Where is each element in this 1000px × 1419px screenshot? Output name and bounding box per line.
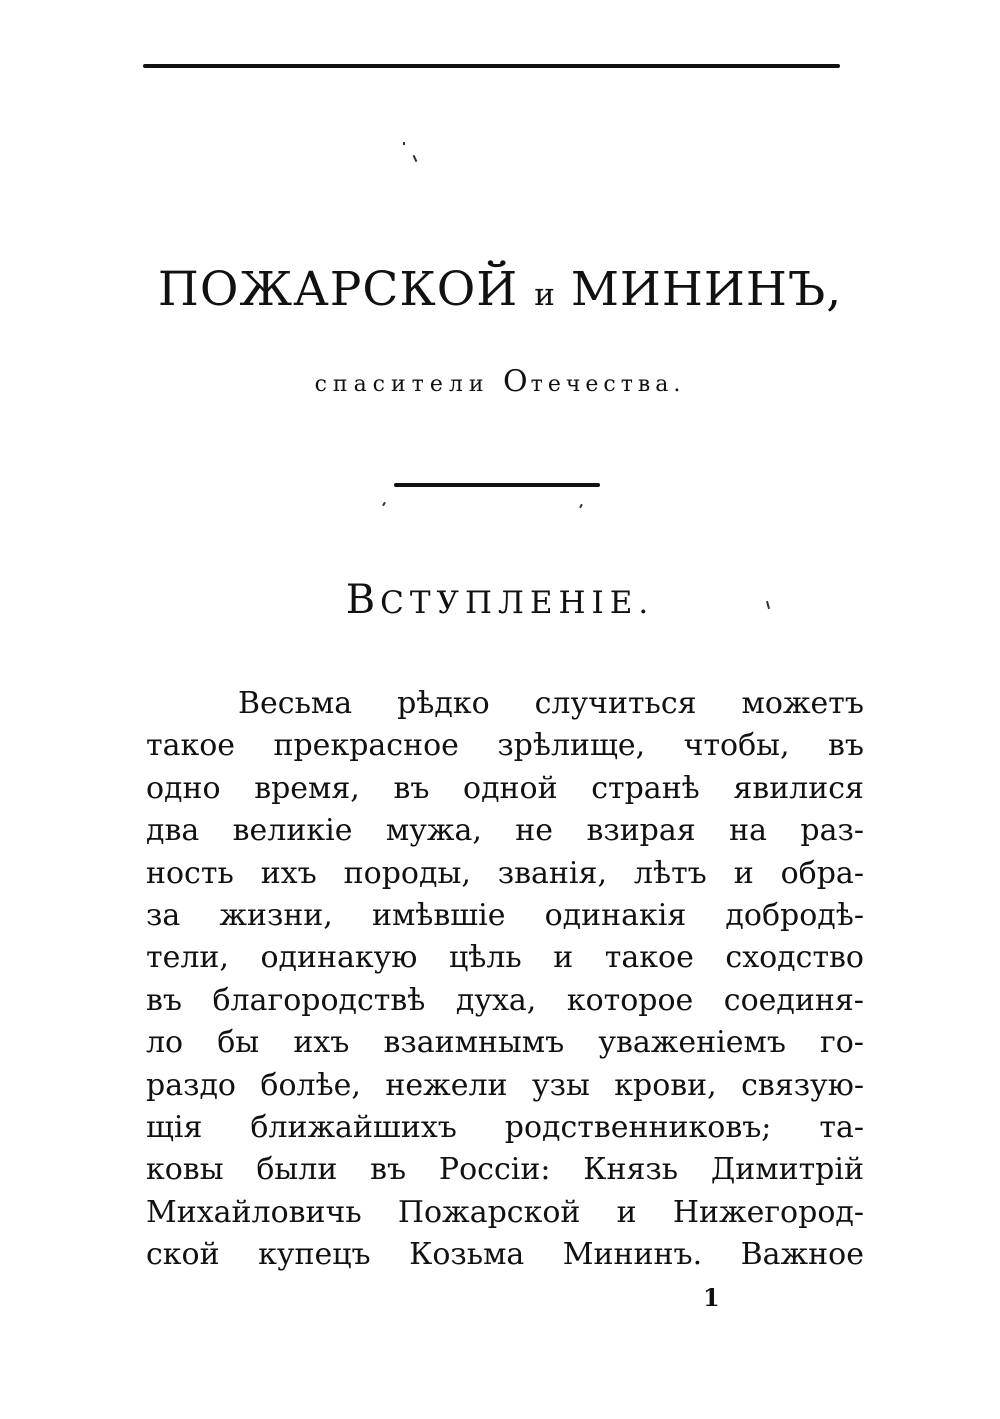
word: два bbox=[146, 813, 200, 849]
word: въ bbox=[370, 1152, 407, 1188]
word: щiя bbox=[146, 1109, 203, 1145]
word: великiе bbox=[232, 813, 353, 849]
top-rule bbox=[143, 64, 840, 68]
word: случиться bbox=[534, 686, 697, 721]
word: уваженiемъ bbox=[598, 1025, 786, 1061]
text-line bbox=[146, 810, 864, 852]
word: за bbox=[146, 897, 181, 933]
text-line bbox=[146, 1022, 864, 1064]
word: мужа, bbox=[385, 813, 482, 849]
word: были bbox=[256, 1152, 338, 1188]
word: Козьма bbox=[409, 1237, 525, 1273]
page-subtitle bbox=[0, 362, 1000, 405]
word: ихъ bbox=[260, 855, 317, 891]
word: лѣтъ bbox=[633, 855, 707, 891]
word: чтобы, bbox=[683, 728, 790, 764]
text-line bbox=[146, 1065, 864, 1107]
text-line bbox=[146, 1149, 864, 1191]
word: Весьма bbox=[238, 686, 353, 721]
word: родственниковъ; bbox=[504, 1109, 772, 1145]
subtitle-word-2-rest: течества. bbox=[530, 372, 686, 397]
text-line bbox=[146, 1107, 864, 1149]
word: взаимнымъ bbox=[383, 1025, 565, 1061]
print-speck bbox=[403, 142, 405, 145]
word: которое bbox=[566, 982, 694, 1018]
text-line bbox=[146, 1192, 864, 1234]
word: бы bbox=[217, 1025, 260, 1061]
word: узы bbox=[531, 1067, 590, 1103]
word: связую- bbox=[741, 1067, 864, 1103]
word: нежели bbox=[385, 1067, 508, 1103]
body-paragraph bbox=[146, 683, 864, 1276]
word: имѣвшiе bbox=[371, 897, 506, 933]
word: ской bbox=[146, 1237, 220, 1273]
word: раз- bbox=[800, 813, 864, 849]
word: купецъ bbox=[258, 1237, 371, 1273]
word: такое bbox=[146, 728, 236, 764]
title-conjunction: и bbox=[534, 277, 555, 313]
word: явилися bbox=[733, 770, 864, 806]
print-speck bbox=[413, 155, 418, 162]
text-line bbox=[146, 895, 864, 937]
word: одной bbox=[463, 770, 558, 806]
title-name-2: МИНИНЪ, bbox=[570, 262, 843, 317]
word: и bbox=[733, 855, 754, 891]
word: такое bbox=[604, 940, 694, 976]
subtitle-word-2-initial: О bbox=[503, 364, 531, 399]
section-heading bbox=[0, 572, 1000, 631]
word: званiя, bbox=[497, 855, 607, 891]
word: добродѣ- bbox=[725, 897, 864, 933]
text-line bbox=[146, 1234, 864, 1276]
word: Важное bbox=[740, 1237, 864, 1273]
word: одинакiя bbox=[544, 897, 687, 933]
page-number: 1 bbox=[703, 1283, 720, 1312]
text-line bbox=[146, 725, 864, 767]
word: и bbox=[616, 1194, 637, 1230]
subtitle-word-1: спасители bbox=[314, 372, 490, 397]
word: въ bbox=[393, 770, 430, 806]
word: крови, bbox=[614, 1067, 717, 1103]
word: та- bbox=[819, 1109, 864, 1145]
print-speck bbox=[382, 502, 386, 506]
word: одно bbox=[146, 770, 221, 806]
word: одинакую bbox=[260, 940, 418, 976]
word: не bbox=[515, 813, 554, 849]
word: ихъ bbox=[293, 1025, 350, 1061]
word: на bbox=[729, 813, 767, 849]
word: ность bbox=[146, 855, 234, 891]
title-name-1: ПОЖАРСКОЙ bbox=[157, 262, 519, 317]
word: цѣль bbox=[448, 940, 522, 976]
section-heading-initial: В bbox=[345, 577, 381, 623]
word: взирая bbox=[586, 813, 696, 849]
word: зрѣлище, bbox=[497, 728, 646, 764]
word: время, bbox=[254, 770, 360, 806]
word: Пожарской bbox=[397, 1194, 581, 1230]
text-line bbox=[146, 768, 864, 810]
word: болѣе, bbox=[260, 1067, 361, 1103]
word: духа, bbox=[455, 982, 537, 1018]
text-line bbox=[146, 683, 864, 725]
page-title bbox=[0, 258, 1000, 327]
word: го- bbox=[820, 1025, 864, 1061]
section-heading-rest: СТУПЛЕНIЕ. bbox=[380, 585, 655, 621]
word: странѣ bbox=[591, 770, 700, 806]
word: въ bbox=[146, 982, 182, 1018]
word: и bbox=[553, 940, 574, 976]
word: Димитрiй bbox=[710, 1152, 864, 1188]
divider-rule bbox=[394, 483, 600, 487]
word: сходство bbox=[725, 940, 864, 976]
word: породы, bbox=[343, 855, 471, 891]
word: ковы bbox=[146, 1152, 224, 1188]
word: прекрасное bbox=[273, 728, 459, 764]
word: Михайловичь bbox=[146, 1194, 362, 1230]
word: Россiи: bbox=[438, 1152, 551, 1188]
text-line bbox=[146, 853, 864, 895]
word: рѣдко bbox=[397, 686, 490, 721]
word: ло bbox=[146, 1025, 184, 1061]
text-line bbox=[146, 937, 864, 979]
word: Нижегород- bbox=[672, 1194, 864, 1230]
subtitle-word-2 bbox=[503, 364, 685, 399]
word: ближайшихъ bbox=[250, 1109, 457, 1145]
print-speck bbox=[579, 504, 583, 508]
word: въ bbox=[828, 728, 864, 764]
word: тели, bbox=[146, 940, 229, 976]
text-line bbox=[146, 980, 864, 1022]
word: раздо bbox=[146, 1067, 236, 1103]
word: благородствѣ bbox=[212, 982, 426, 1018]
word: Князь bbox=[583, 1152, 679, 1188]
word: соединя- bbox=[723, 982, 864, 1018]
word: можетъ bbox=[741, 686, 864, 721]
word: Мининъ. bbox=[562, 1237, 703, 1273]
word: жизни, bbox=[219, 897, 333, 933]
word: обра- bbox=[780, 855, 864, 891]
